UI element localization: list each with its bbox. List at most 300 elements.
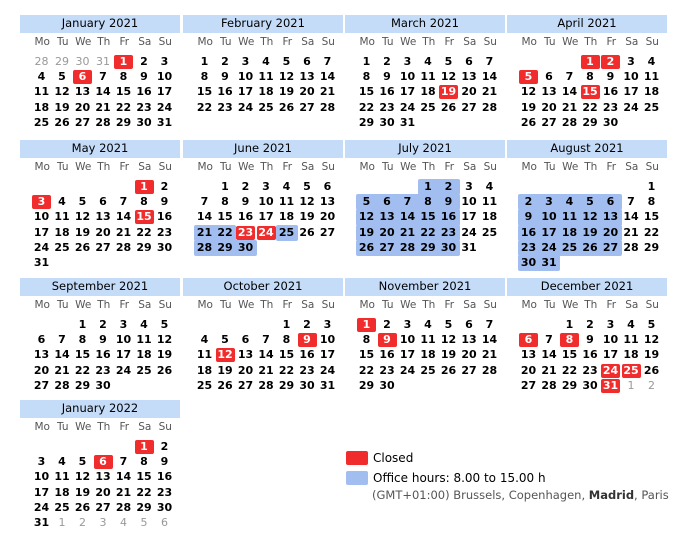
calendar-day[interactable]: 15 [278,348,295,362]
calendar-day[interactable]: 3 [465,180,473,193]
calendar-day[interactable]: 16 [520,225,537,239]
calendar-day[interactable]: 4 [485,180,494,193]
calendar-day[interactable]: 28 [481,100,498,114]
calendar-day[interactable]: 29 [582,115,598,129]
calendar-day[interactable]: 27 [602,240,619,254]
calendar-day[interactable]: 25 [643,100,660,114]
calendar-day[interactable]: 23 [582,363,598,377]
calendar-day[interactable]: 22 [358,100,375,114]
calendar-day[interactable]: 18 [420,85,436,99]
calendar-day[interactable]: 4 [565,195,574,209]
calendar-day[interactable]: 11 [420,70,436,84]
calendar-day[interactable]: 22 [420,225,436,239]
calendar-day[interactable]: 27 [461,100,477,114]
calendar-day[interactable]: 19 [217,363,233,377]
calendar-day[interactable]: 5 [647,318,656,331]
calendar-day[interactable]: 17 [461,210,477,224]
calendar-day[interactable]: 7 [485,318,494,331]
calendar-day[interactable]: 16 [602,85,619,99]
calendar-day[interactable]: 3 [627,55,635,68]
calendar-day[interactable]: 17 [237,85,254,99]
calendar-day[interactable]: 14 [54,348,70,362]
calendar-day[interactable]: 5 [221,333,229,347]
calendar-day[interactable]: 20 [541,100,557,114]
calendar-day[interactable]: 16 [95,348,111,362]
calendar-day[interactable]: 6 [323,180,332,193]
calendar-day[interactable]: 26 [643,363,660,377]
closed-day[interactable]: 8 [565,333,574,347]
calendar-day[interactable]: 12 [278,70,295,84]
calendar-day[interactable]: 26 [54,115,70,129]
calendar-day[interactable]: 18 [420,348,436,362]
calendar-day[interactable]: 27 [74,115,91,129]
calendar-day[interactable]: 28 [54,378,70,392]
calendar-day[interactable]: 22 [74,363,91,377]
calendar-day[interactable]: 22 [278,363,295,377]
calendar-day[interactable]: 25 [33,115,50,129]
calendar-day[interactable]: 19 [520,100,537,114]
closed-day[interactable]: 1 [586,55,594,68]
calendar-day[interactable]: 26 [520,115,537,129]
calendar-day[interactable]: 13 [461,333,477,347]
calendar-day[interactable]: 7 [200,195,209,209]
calendar-day[interactable]: 12 [582,210,598,224]
calendar-day[interactable]: 3 [606,318,615,331]
calendar-day[interactable]: 12 [643,333,660,347]
calendar-day[interactable]: 24 [541,240,557,254]
calendar-day[interactable]: 18 [278,210,295,224]
calendar-day[interactable]: 7 [485,55,494,68]
calendar-day[interactable]: 18 [33,100,50,114]
calendar-day[interactable]: 17 [623,85,639,99]
calendar-day[interactable]: 14 [623,210,639,224]
calendar-day[interactable]: 7 [545,333,553,347]
calendar-day[interactable]: 6 [303,55,311,68]
calendar-day[interactable]: 24 [33,240,50,254]
calendar-day[interactable]: 13 [520,348,537,362]
calendar-day[interactable]: 28 [319,100,336,114]
calendar-day[interactable]: 20 [319,210,336,224]
calendar-day[interactable]: 19 [358,225,375,239]
calendar-day[interactable]: 8 [221,195,229,209]
calendar-day[interactable]: 4 [647,55,656,68]
calendar-day[interactable]: 14 [95,85,111,99]
calendar-day[interactable]: 9 [221,70,229,84]
calendar-day[interactable]: 1 [362,55,371,68]
calendar-day[interactable]: 20 [95,485,111,499]
closed-day[interactable]: 19 [440,85,457,99]
calendar-day[interactable]: 12 [440,333,457,347]
calendar-day[interactable]: 15 [74,348,91,362]
calendar-day[interactable]: 11 [258,70,274,84]
calendar-day[interactable]: 21 [541,363,557,377]
calendar-day[interactable]: 6 [465,55,473,68]
calendar-day[interactable]: 15 [196,85,213,99]
calendar-day[interactable]: 22 [115,100,132,114]
closed-day[interactable]: 1 [362,318,371,331]
calendar-day[interactable]: 23 [299,363,315,377]
calendar-day[interactable]: 4 [200,333,209,347]
calendar-day[interactable]: 3 [323,318,332,331]
calendar-day[interactable]: 22 [561,363,578,377]
calendar-day[interactable]: 24 [461,225,477,239]
calendar-day[interactable]: 28 [399,240,416,254]
calendar-day[interactable]: 13 [461,70,477,84]
calendar-day[interactable]: 28 [115,240,132,254]
calendar-day[interactable]: 4 [140,318,148,331]
calendar-day[interactable]: 14 [258,348,274,362]
calendar-day[interactable]: 2 [140,55,148,68]
calendar-day[interactable]: 21 [399,225,416,239]
calendar-day[interactable]: 13 [33,348,50,362]
calendar-day[interactable]: 26 [440,363,457,377]
calendar-day[interactable]: 21 [561,100,578,114]
calendar-day[interactable]: 3 [160,55,169,68]
calendar-day[interactable]: 2 [221,55,229,68]
calendar-day[interactable]: 10 [33,210,50,224]
calendar-day[interactable]: 17 [258,210,274,224]
calendar-day[interactable]: 1 [647,180,656,193]
calendar-day[interactable]: 29 [278,378,295,392]
calendar-day[interactable]: 2 [383,55,391,68]
calendar-day[interactable]: 31 [33,256,50,269]
calendar-day[interactable]: 29 [561,378,578,392]
calendar-day[interactable]: 30 [237,240,254,254]
calendar-day[interactable]: 6 [241,333,250,347]
calendar-day[interactable]: 30 [582,378,598,392]
calendar-day[interactable]: 26 [358,240,375,254]
calendar-day[interactable]: 20 [299,85,315,99]
closed-day[interactable]: 1 [140,440,148,453]
calendar-day[interactable]: 7 [99,70,107,84]
calendar-day[interactable]: 7 [58,333,66,347]
calendar-day[interactable]: 11 [136,333,152,347]
calendar-day[interactable]: 25 [54,500,70,514]
calendar-day[interactable]: 23 [379,100,395,114]
calendar-day[interactable]: 9 [140,70,148,84]
calendar-day[interactable]: 15 [643,210,660,224]
calendar-day[interactable]: 21 [54,363,70,377]
calendar-day[interactable]: 23 [602,100,619,114]
calendar-day[interactable]: 18 [258,85,274,99]
calendar-day[interactable]: 31 [156,115,173,129]
calendar-day[interactable]: 24 [33,500,50,514]
calendar-day[interactable]: 23 [520,240,537,254]
calendar-day[interactable]: 24 [399,100,416,114]
calendar-day[interactable]: 11 [481,195,498,209]
calendar-day[interactable]: 24 [319,363,336,377]
calendar-day[interactable]: 25 [420,363,436,377]
calendar-day[interactable]: 29 [358,378,375,392]
calendar-day[interactable]: 13 [319,195,336,209]
calendar-day[interactable]: 23 [95,363,111,377]
calendar-day[interactable]: 22 [582,100,598,114]
calendar-day[interactable]: 23 [136,100,152,114]
calendar-day[interactable]: 9 [524,210,533,224]
calendar-day[interactable]: 14 [319,70,336,84]
calendar-day[interactable]: 5 [160,318,169,331]
closed-day[interactable]: 1 [140,180,148,193]
calendar-day[interactable]: 6 [99,195,107,209]
calendar-day[interactable]: 27 [95,500,111,514]
calendar-day[interactable]: 22 [217,225,233,239]
calendar-day[interactable]: 1 [200,55,209,68]
calendar-day[interactable]: 22 [196,100,213,114]
calendar-day[interactable]: 29 [136,500,152,514]
calendar-day[interactable]: 18 [54,485,70,499]
calendar-day[interactable]: 29 [115,115,132,129]
calendar-day[interactable]: 8 [78,333,87,347]
calendar-day[interactable]: 19 [74,225,91,239]
calendar-day[interactable]: 13 [237,348,254,362]
calendar-day[interactable]: 30 [379,115,395,129]
calendar-day[interactable]: 30 [602,115,619,129]
calendar-day[interactable]: 12 [156,333,173,347]
calendar-day[interactable]: 18 [196,363,213,377]
calendar-day[interactable]: 9 [160,455,169,469]
calendar-day[interactable]: 11 [196,348,213,362]
calendar-day[interactable]: 5 [362,195,371,209]
calendar-day[interactable]: 20 [237,363,254,377]
calendar-day[interactable]: 13 [379,210,395,224]
calendar-day[interactable]: 28 [481,363,498,377]
calendar-day[interactable]: 7 [565,70,574,84]
calendar-day[interactable]: 5 [444,55,453,68]
calendar-day[interactable]: 7 [262,333,270,347]
calendar-day[interactable]: 30 [95,378,111,392]
calendar-day[interactable]: 10 [602,333,619,347]
calendar-day[interactable]: 24 [399,363,416,377]
calendar-day[interactable]: 14 [481,70,498,84]
calendar-day[interactable]: 2 [383,318,391,331]
calendar-day[interactable]: 25 [481,225,498,239]
calendar-day[interactable]: 1 [282,318,291,331]
calendar-day[interactable]: 14 [561,85,578,99]
calendar-day[interactable]: 17 [156,85,173,99]
calendar-day[interactable]: 8 [424,195,432,209]
calendar-day[interactable]: 26 [278,100,295,114]
calendar-day[interactable]: 18 [481,210,498,224]
calendar-day[interactable]: 18 [136,348,152,362]
calendar-day[interactable]: 23 [440,225,457,239]
calendar-day[interactable]: 15 [358,85,375,99]
calendar-day[interactable]: 13 [299,70,315,84]
calendar-day[interactable]: 1 [565,318,574,331]
calendar-day[interactable]: 8 [282,333,291,347]
closed-day[interactable]: 6 [99,455,107,469]
calendar-day[interactable]: 3 [241,55,250,68]
closed-day[interactable]: 25 [623,363,639,377]
calendar-day[interactable]: 8 [140,455,148,469]
calendar-day[interactable]: 29 [643,240,660,254]
calendar-day[interactable]: 17 [33,225,50,239]
calendar-day[interactable]: 26 [582,240,598,254]
calendar-day[interactable]: 15 [136,470,152,484]
calendar-day[interactable]: 19 [299,210,315,224]
calendar-day[interactable]: 5 [444,318,453,331]
calendar-day[interactable]: 28 [95,115,111,129]
calendar-day[interactable]: 2 [99,318,107,331]
calendar-day[interactable]: 29 [136,240,152,254]
calendar-day[interactable]: 10 [461,195,477,209]
calendar-day[interactable]: 4 [58,195,66,209]
calendar-day[interactable]: 10 [319,333,336,347]
calendar-day[interactable]: 2 [586,318,594,331]
calendar-day[interactable]: 26 [74,240,91,254]
calendar-day[interactable]: 22 [136,225,152,239]
calendar-day[interactable]: 26 [299,225,315,239]
calendar-day[interactable]: 6 [465,318,473,331]
calendar-day[interactable]: 19 [643,348,660,362]
calendar-day[interactable]: 16 [237,210,254,224]
calendar-day[interactable]: 14 [399,210,416,224]
calendar-day[interactable]: 9 [99,333,107,347]
calendar-day[interactable]: 20 [461,85,477,99]
calendar-day[interactable]: 20 [74,100,91,114]
calendar-day[interactable]: 9 [241,195,250,209]
calendar-day[interactable]: 5 [282,55,291,68]
calendar-day[interactable]: 15 [217,210,233,224]
calendar-day[interactable]: 27 [95,240,111,254]
calendar-day[interactable]: 19 [278,85,295,99]
calendar-day[interactable]: 17 [399,348,416,362]
calendar-day[interactable]: 6 [606,195,615,209]
calendar-day[interactable]: 18 [643,85,660,99]
calendar-day[interactable]: 21 [196,225,213,239]
calendar-day[interactable]: 22 [136,485,152,499]
calendar-day[interactable]: 7 [627,195,635,209]
calendar-day[interactable]: 17 [399,85,416,99]
calendar-day[interactable]: 26 [217,378,233,392]
calendar-day[interactable]: 12 [440,70,457,84]
calendar-day[interactable]: 13 [95,210,111,224]
calendar-day[interactable]: 27 [520,378,537,392]
calendar-day[interactable]: 24 [156,100,173,114]
calendar-day[interactable]: 23 [379,363,395,377]
calendar-day[interactable]: 11 [54,470,70,484]
calendar-day[interactable]: 31 [399,115,416,129]
calendar-day[interactable]: 6 [545,70,553,84]
calendar-day[interactable]: 24 [115,363,132,377]
calendar-day[interactable]: 17 [33,485,50,499]
calendar-day[interactable]: 30 [379,378,395,392]
calendar-day[interactable]: 30 [156,500,173,514]
calendar-day[interactable]: 10 [237,70,254,84]
calendar-day[interactable]: 19 [74,485,91,499]
calendar-day[interactable]: 30 [440,240,457,254]
calendar-day[interactable]: 20 [461,348,477,362]
calendar-day[interactable]: 23 [217,100,233,114]
calendar-day[interactable]: 10 [399,70,416,84]
calendar-day[interactable]: 3 [119,318,128,331]
calendar-day[interactable]: 4 [262,55,270,68]
calendar-day[interactable]: 25 [54,240,70,254]
calendar-day[interactable]: 4 [58,455,66,469]
calendar-day[interactable]: 18 [623,348,639,362]
calendar-day[interactable]: 2 [524,195,533,209]
calendar-day[interactable]: 26 [156,363,173,377]
calendar-day[interactable]: 5 [78,195,87,209]
closed-day[interactable]: 9 [383,333,391,347]
calendar-day[interactable]: 9 [606,70,615,84]
calendar-day[interactable]: 27 [541,115,557,129]
calendar-day[interactable]: 25 [561,240,578,254]
closed-day[interactable]: 12 [217,348,233,362]
calendar-day[interactable]: 20 [520,363,537,377]
calendar-day[interactable]: 3 [403,318,412,331]
calendar-day[interactable]: 24 [623,100,639,114]
calendar-day[interactable]: 20 [33,363,50,377]
calendar-day[interactable]: 14 [115,210,132,224]
calendar-day[interactable]: 21 [115,225,132,239]
calendar-day[interactable]: 28 [561,115,578,129]
calendar-day[interactable]: 20 [95,225,111,239]
closed-day[interactable]: 24 [602,363,619,377]
calendar-day[interactable]: 8 [362,333,371,347]
calendar-day[interactable]: 4 [37,70,46,84]
calendar-day[interactable]: 25 [420,100,436,114]
calendar-day[interactable]: 5 [78,455,87,469]
calendar-day[interactable]: 12 [299,195,315,209]
calendar-day[interactable]: 25 [278,225,295,239]
calendar-day[interactable]: 23 [156,485,173,499]
calendar-day[interactable]: 14 [541,348,557,362]
calendar-day[interactable]: 2 [303,318,311,331]
closed-day[interactable]: 2 [606,55,615,68]
calendar-day[interactable]: 29 [358,115,375,129]
calendar-day[interactable]: 5 [586,195,594,209]
calendar-day[interactable]: 10 [399,333,416,347]
closed-day[interactable]: 5 [524,70,533,84]
calendar-day[interactable]: 8 [119,70,128,84]
calendar-day[interactable]: 25 [196,378,213,392]
calendar-day[interactable]: 3 [403,55,412,68]
closed-day[interactable]: 15 [582,85,598,99]
calendar-day[interactable]: 21 [95,100,111,114]
calendar-day[interactable]: 16 [217,85,233,99]
calendar-day[interactable]: 9 [160,195,169,209]
calendar-day[interactable]: 3 [545,195,553,209]
calendar-day[interactable]: 30 [136,115,152,129]
calendar-day[interactable]: 2 [444,180,453,193]
closed-day[interactable]: 23 [237,225,254,239]
calendar-day[interactable]: 9 [383,70,391,84]
calendar-day[interactable]: 20 [379,225,395,239]
calendar-day[interactable]: 13 [74,85,91,99]
calendar-day[interactable]: 31 [461,240,477,254]
calendar-day[interactable]: 16 [379,348,395,362]
calendar-day[interactable]: 12 [520,85,537,99]
closed-day[interactable]: 15 [136,210,152,224]
calendar-day[interactable]: 2 [241,180,250,193]
calendar-day[interactable]: 12 [54,85,70,99]
calendar-day[interactable]: 16 [440,210,457,224]
calendar-day[interactable]: 2 [160,440,169,453]
calendar-day[interactable]: 7 [119,195,128,209]
calendar-day[interactable]: 5 [58,70,66,84]
calendar-day[interactable]: 19 [54,100,70,114]
calendar-day[interactable]: 17 [541,225,557,239]
calendar-day[interactable]: 10 [115,333,132,347]
calendar-day[interactable]: 27 [299,100,315,114]
closed-day[interactable]: 6 [524,333,533,347]
calendar-day[interactable]: 16 [299,348,315,362]
calendar-day[interactable]: 8 [647,195,656,209]
calendar-day[interactable]: 30 [520,256,537,269]
calendar-day[interactable]: 21 [319,85,336,99]
calendar-day[interactable]: 11 [278,195,295,209]
calendar-day[interactable]: 25 [136,363,152,377]
